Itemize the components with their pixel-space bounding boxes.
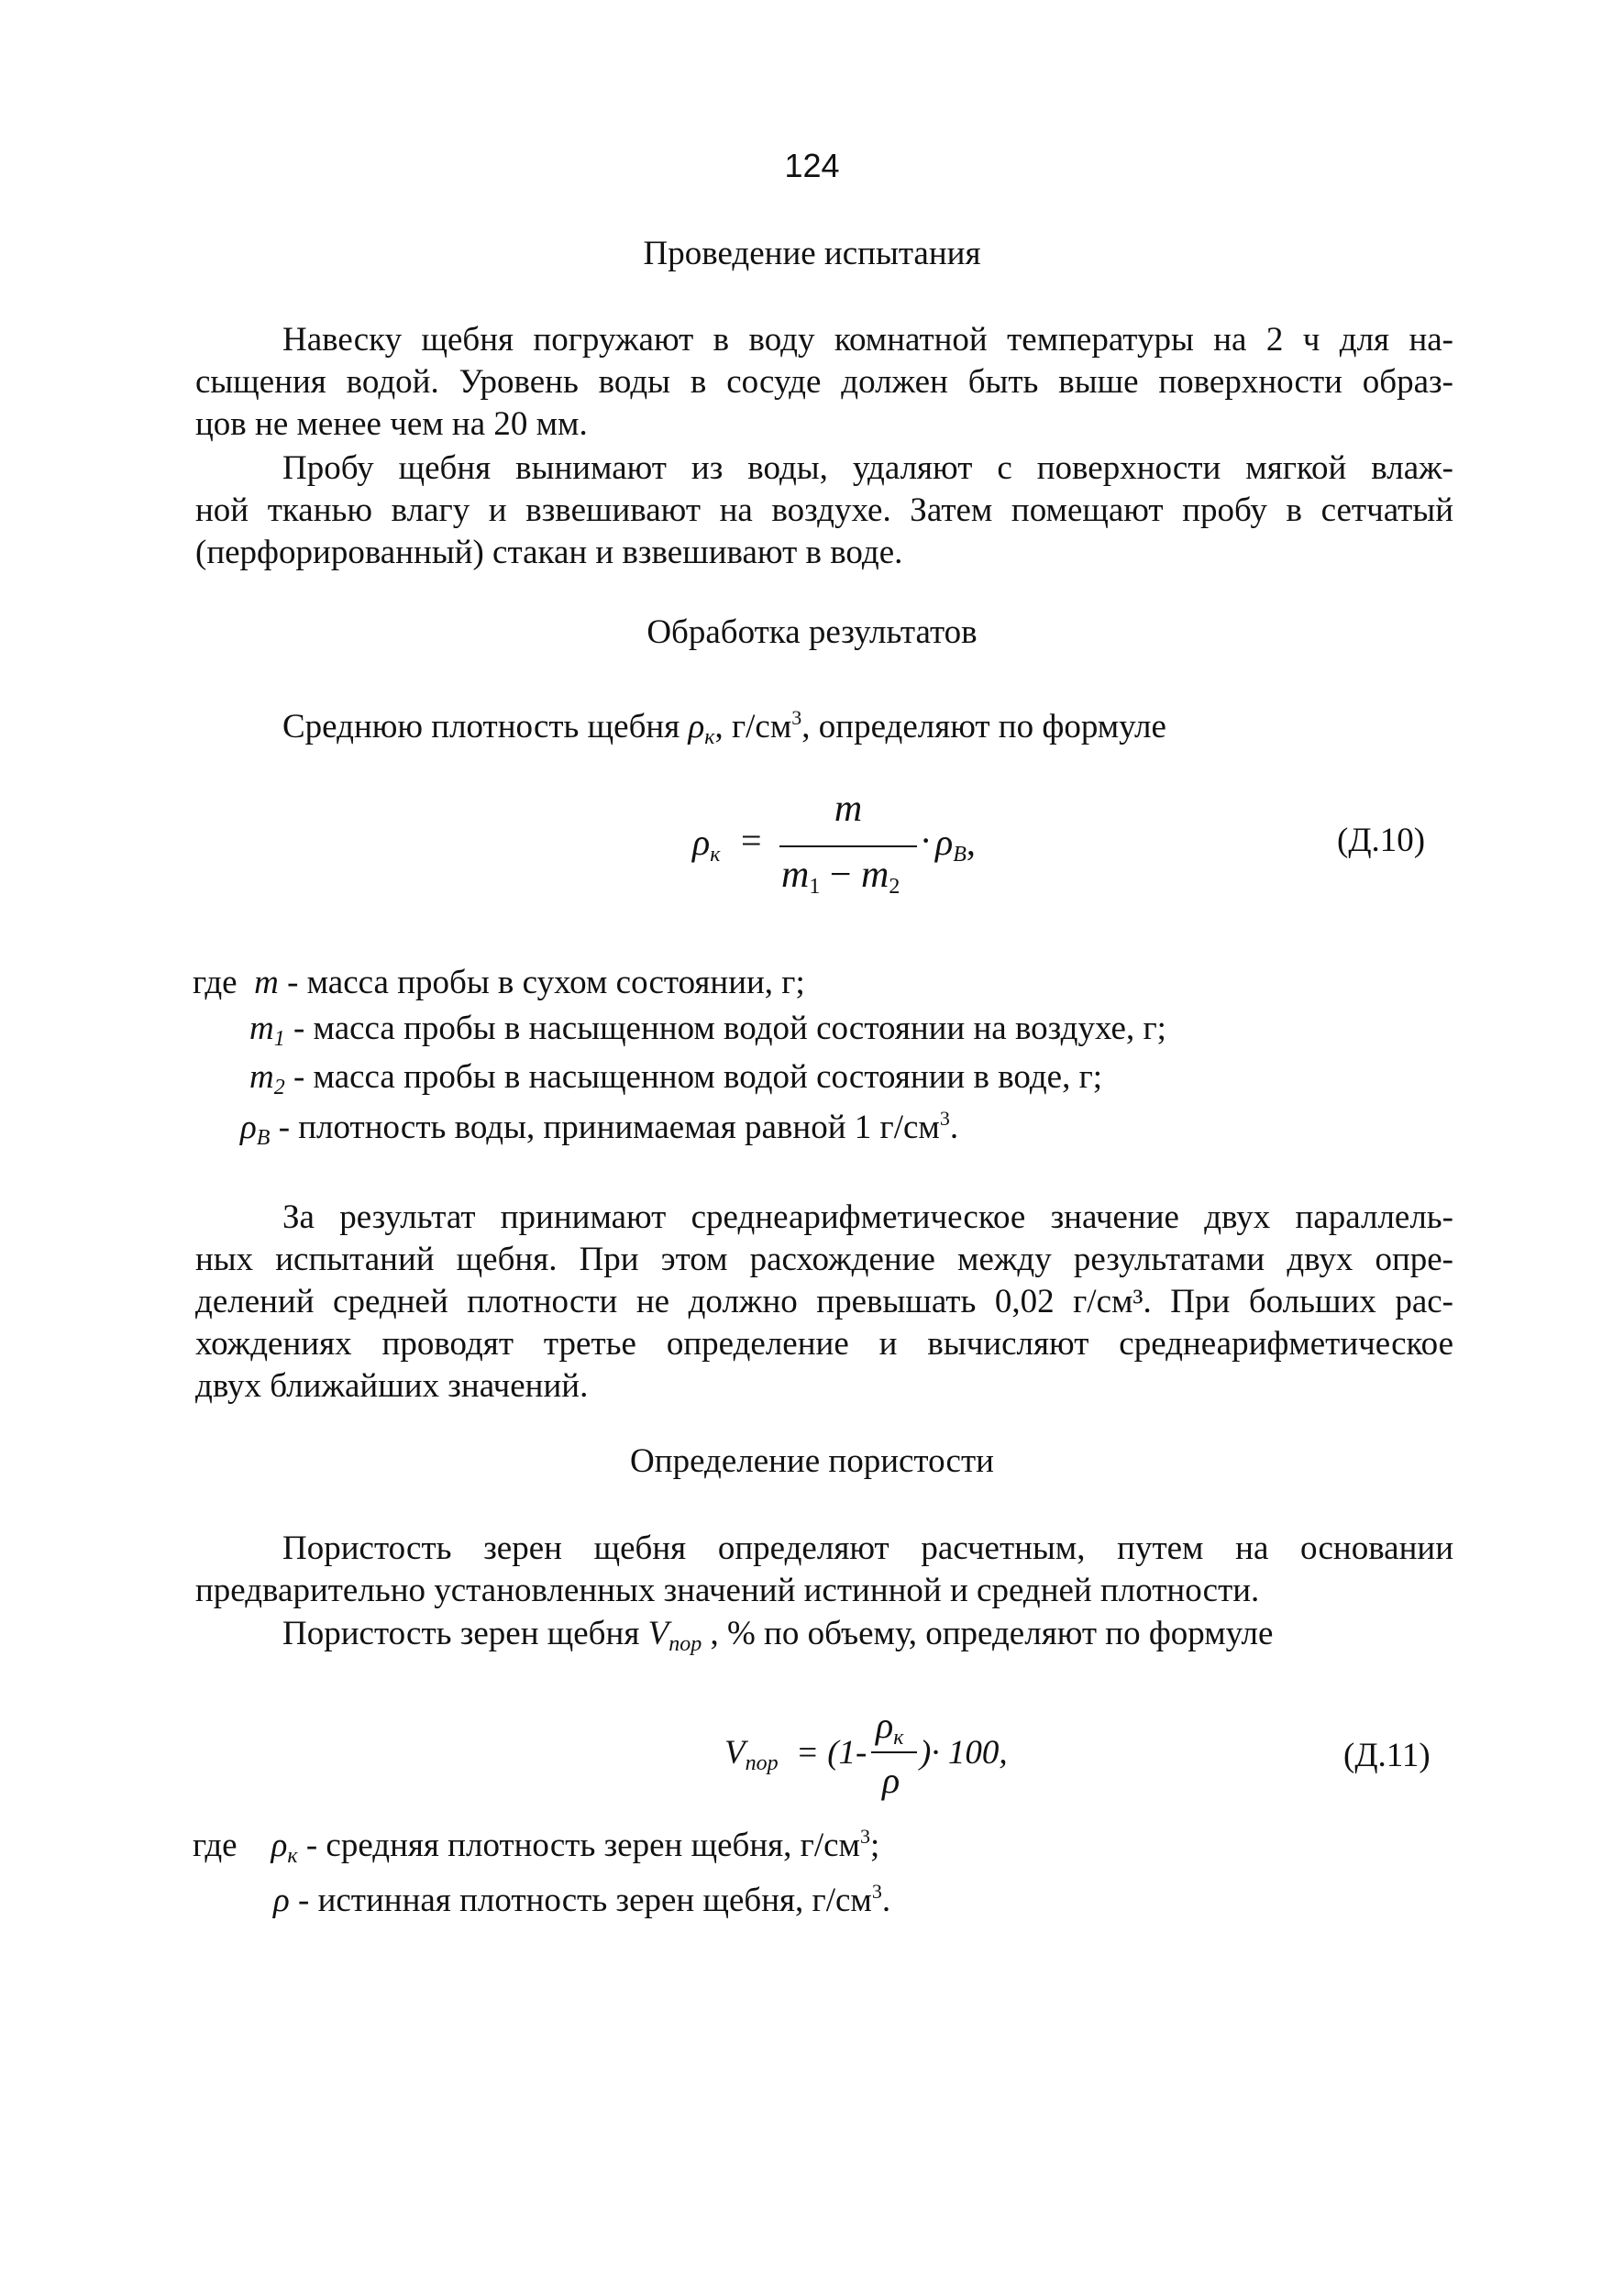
formula-rho-b: $\rho_B$, — [935, 822, 976, 867]
legend-symbol: ρ — [240, 1109, 257, 1146]
fraction-bar — [871, 1751, 917, 1753]
intro-text: , % по объему, определяют по формуле — [702, 1615, 1274, 1652]
subscript: 2 — [273, 1076, 285, 1099]
legend-row — [273, 1880, 890, 1920]
subscript: 1 — [273, 1027, 285, 1051]
v-symbol: V — [647, 1615, 669, 1652]
heading-results-processing: Обработка результатов — [646, 613, 978, 651]
paragraph-line: цов не менее чем на 20 мм. — [195, 405, 588, 443]
legend-tail: . — [881, 1882, 891, 1919]
paragraph-weighing — [195, 447, 1453, 574]
paragraph-line: сыщения водой. Уровень воды в сосуде должен быть выше поверхности образ- — [195, 363, 1453, 401]
where-word: где — [193, 1827, 238, 1864]
subscript: к — [704, 725, 715, 749]
paragraph-line: хождениях проводят третье определение и вычисляют среднеарифметическое — [195, 1325, 1453, 1363]
legend-row — [240, 1107, 958, 1151]
formula-intro-density — [282, 706, 1166, 750]
formula-numerator: m — [834, 788, 863, 830]
paragraph-result-averaging — [195, 1197, 1453, 1408]
paragraph-line: Пробу щебня вынимают из воды, удаляют с поверхности мягкой влаж- — [282, 449, 1453, 487]
where-word: где — [193, 964, 238, 1001]
legend-row — [249, 1057, 1102, 1100]
heading-porosity: Определение пористости — [630, 1442, 994, 1480]
paragraph-porosity-method — [195, 1528, 1453, 1612]
page-number: 124 — [784, 147, 840, 184]
formula-equals: = — [741, 820, 762, 861]
paragraph-line: За результат принимают среднеарифметическое значение двух параллель- — [282, 1198, 1453, 1236]
paragraph-immersion — [195, 319, 1453, 446]
legend-text: - истинная плотность зерен щебня, г/см — [289, 1882, 872, 1919]
formula-close: )· 100, — [920, 1734, 1008, 1772]
intro-text: Среднюю плотность щебня — [282, 708, 689, 745]
formula-numerator: $\rho_к$ — [876, 1705, 904, 1750]
paragraph-line: Пористость зерен щебня определяют расчетным, путем на основании — [282, 1530, 1453, 1567]
paragraph-line: двух ближайших значений. — [195, 1367, 589, 1405]
paragraph-line: делений средней плотности не должно превышать 0,02 г/см³. При больших рас- — [195, 1283, 1453, 1320]
legend-tail: . — [949, 1109, 959, 1146]
paragraph-line: Навеску щебня погружают в воду комнатной температуры на 2 ч для на- — [282, 321, 1453, 359]
paragraph-line: (перфорированный) стакан и взвешивают в воде. — [195, 534, 903, 571]
legend-tail: ; — [869, 1827, 880, 1864]
legend-text: - средняя плотность зерен щебня, г/см — [297, 1827, 860, 1864]
legend-symbol: m — [254, 964, 279, 1001]
subscript: B — [256, 1126, 271, 1150]
paragraph-line: предварительно установленных значений истинной и средней плотности. — [195, 1572, 1260, 1609]
subscript: пор — [668, 1632, 702, 1656]
intro-text: , г/см — [714, 708, 792, 745]
fraction-bar — [779, 845, 917, 847]
formula-denominator: $m_1 - m_2$ — [781, 854, 900, 899]
paragraph-line: ной тканью влагу и взвешивают на воздухе. Затем помещают пробу в сетчатый — [195, 491, 1453, 529]
rho-symbol: ρ — [688, 708, 705, 745]
intro-text: Пористость зерен щебня — [282, 1615, 648, 1652]
legend-symbol: ρ — [273, 1882, 290, 1919]
legend-row — [193, 963, 805, 1002]
legend-symbol: m — [249, 1010, 274, 1047]
legend-text: - масса пробы в насыщенном водой состоянии на воздухе, г; — [284, 1010, 1166, 1047]
formula-number-d10: (Д.10) — [1337, 822, 1426, 859]
legend-symbol: m — [249, 1058, 274, 1096]
formula-dot: · — [920, 820, 933, 861]
superscript: 3 — [859, 1825, 870, 1848]
legend-text: - масса пробы в сухом состоянии, г; — [278, 964, 805, 1001]
formula-intro-porosity — [282, 1614, 1273, 1657]
heading-test-procedure: Проведение испытания — [643, 235, 981, 272]
legend-text: - плотность воды, принимаемая равной 1 г/см — [270, 1109, 940, 1146]
subscript: к — [287, 1844, 298, 1868]
superscript: 3 — [871, 1880, 882, 1903]
superscript: 3 — [939, 1107, 950, 1130]
formula-number-d11: (Д.11) — [1343, 1737, 1431, 1774]
legend-row — [249, 1009, 1166, 1052]
superscript: 3 — [791, 706, 802, 729]
legend-symbol: ρ — [271, 1827, 288, 1864]
legend-row — [193, 1825, 879, 1869]
formula-denominator: ρ — [882, 1760, 900, 1801]
intro-text: , определяют по формуле — [801, 708, 1166, 745]
formula-lhs: $V_{пор}$ — [724, 1734, 779, 1775]
paragraph-line: ных испытаний щебня. При этом расхождение между результатами двух опре- — [195, 1241, 1453, 1278]
legend-text: - масса пробы в насыщенном водой состоянии в воде, г; — [284, 1058, 1103, 1096]
formula-open: = (1- — [796, 1734, 867, 1772]
formula-lhs: $\rho_к$ — [692, 822, 721, 867]
